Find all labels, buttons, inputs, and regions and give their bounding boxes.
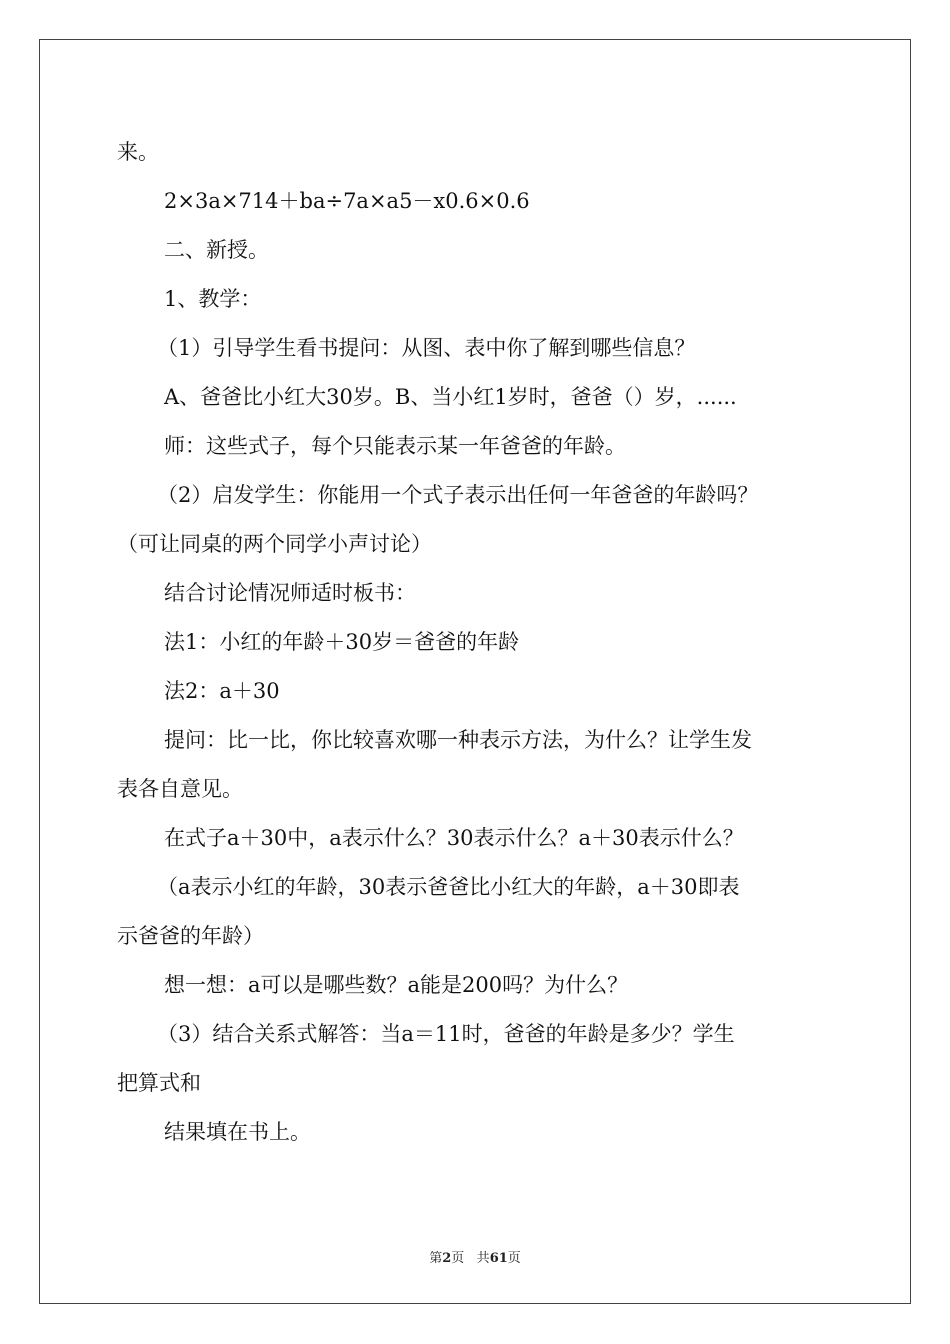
paragraph-line: 提问：比一比，你比较喜欢哪一种表示方法，为什么？让学生发 xyxy=(164,728,752,752)
footer-page-number: 2 xyxy=(442,1251,452,1266)
paragraph-line: 在式子a＋30中，a表示什么？30表示什么？a＋30表示什么？ xyxy=(164,826,744,850)
paragraph-line: A、爸爸比小红大30岁。B、当小红1岁时，爸爸（）岁，...... xyxy=(164,385,737,409)
footer-prefix: 第 xyxy=(429,1251,443,1266)
paragraph-line: （a表示小红的年龄，30表示爸爸比小红大的年龄，a＋30即表 xyxy=(157,875,740,899)
paragraph-line: 来。 xyxy=(117,140,159,164)
footer-total-prefix: 共 xyxy=(476,1251,490,1266)
footer-page-suffix: 页 xyxy=(451,1251,465,1266)
paragraph-line: 师：这些式子，每个只能表示某一年爸爸的年龄。 xyxy=(164,434,626,458)
paragraph-line: 结合讨论情况师适时板书： xyxy=(164,581,416,605)
paragraph-line: 二、新授。 xyxy=(164,238,269,262)
footer-total-pages: 61 xyxy=(489,1251,508,1266)
paragraph-line: 法2：a＋30 xyxy=(164,679,280,703)
paragraph-line: 法1：小红的年龄＋30岁＝爸爸的年龄 xyxy=(164,630,520,654)
footer-total-suffix: 页 xyxy=(507,1251,521,1266)
paragraph-line: 结果填在书上。 xyxy=(164,1120,311,1144)
paragraph-line: 表各自意见。 xyxy=(117,777,243,801)
paragraph-line: 示爸爸的年龄） xyxy=(117,924,264,948)
page-footer xyxy=(0,1247,950,1266)
paragraph-line: 把算式和 xyxy=(117,1071,201,1095)
paragraph-line: （2）启发学生：你能用一个式子表示出任何一年爸爸的年龄吗？ xyxy=(157,483,759,507)
document-body xyxy=(117,128,843,1157)
paragraph-line: （1）引导学生看书提问：从图、表中你了解到哪些信息？ xyxy=(157,336,696,360)
paragraph-line: 2×3a×714＋ba÷7a×a5－x0.6×0.6 xyxy=(164,189,530,213)
paragraph-line: 想一想：a可以是哪些数？a能是200吗？为什么？ xyxy=(164,973,629,997)
paragraph-line: （可让同桌的两个同学小声讨论） xyxy=(117,532,432,556)
paragraph-line: （3）结合关系式解答：当a＝11时，爸爸的年龄是多少？学生 xyxy=(157,1022,735,1046)
paragraph-line: 1、教学： xyxy=(164,287,262,311)
